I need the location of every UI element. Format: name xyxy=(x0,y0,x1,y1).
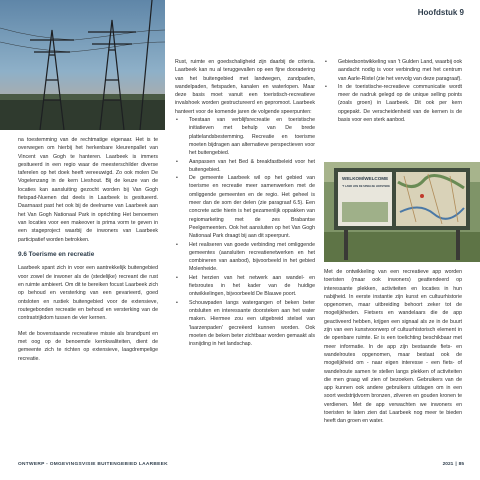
list-item: • Toestaan van verblijfsrecreatie en toeristische initiatieven met behulp van De brede plattelandsbestemming. Recreatie en toerisme moeten bijdragen aan alternatieve perspectieven voor het buitengebied. xyxy=(175,116,315,157)
footer-year: 2021 xyxy=(442,462,454,467)
list-item: • Het herzien van het netwerk aan wandel- en fietsroutes in het kader van de huidige ontwikkelingen, bijvoorbeeld De Blauwe poort. xyxy=(175,274,315,299)
column-middle xyxy=(175,58,315,348)
chapter-title: Hoofdstuk 9 xyxy=(417,8,464,17)
footer-separator: | xyxy=(455,462,457,467)
sign-name: 'T LAND VAN DE SPEELSE HOFSTEDE xyxy=(342,185,390,188)
paragraph: na toestemming van de rechtmatige eigenaar. Het is te overwegen om hierbij het herkenbare kleurenpallet van Vincent van Gogh te hanteren. Laarbeek is immers gesitueerd in een regio waar de meesterschilder diverse taferelen op het doek heeft vereeuwigd. Zo ook molen De Vogelenzang in de kern Lieshout. Bij de keuze van de locaties kan aansluiting gezocht worden bij Van Gogh fietspad-Nuenen dat deels in Laarbeek is gesitueerd. Daarnaast past het ook bij de deelname van Laarbeek aan het Van Gogh Nationaal Park in oprichting Het benoemen van locaties voor een makeover is prima vorm te geven in een stageproject waarbij de inwoners van Laarbeek participatief worden betrokken. xyxy=(18,137,158,243)
bullet-list xyxy=(175,116,315,348)
footer-title: ONTWERP - OMGEVINGSVISIE BUITENGEBIED LAARBEEK xyxy=(18,462,168,467)
column-right-lower xyxy=(324,268,462,433)
list-item: • De gemeente Laarbeek wil op het gebied van toerisme en recreatie meer samenwerken met de omliggende gemeenten en de regio. Het geheel is meer dan de som der delen (zie paragraaf 6.5). Een concrete actie hierin is het gezamenlijk oppakken van regiomarketing met de zes Brabantse Peelgemeenten. Ook het aansluiten op het Van Gogh Nationaal Park draagt bij aan dit speerpunt. xyxy=(175,174,315,240)
list-item: • Schouwpaden langs watergangen of beken beter ontsluiten en interessante doorsteken aan het water maken. Hiermee zou een uitgebreid stelsel van 'laarzenpaden' gecreëerd kunnen worden. Ook moeten de beken beter zichtbaar worden gemaakt als insnijding in het landschap. xyxy=(175,299,315,349)
list-item: • Aanpassen van het Bed & breakfastbeleid voor het buitengebied. xyxy=(175,158,315,175)
bullet-list xyxy=(324,58,462,124)
paragraph: Laarbeek spant zich in voor een aantrekkelijk buitengebied voor zowel de inwoner als de (stedelijke) recreant die rust en ruimte ambieert. Om dit te bereiken focust Laarbeek zich op behoud en versterking van een gevarieerd, goed ontsloten en rustiek buitengebied voor de extensieve, routegebonden recreatie en behoud en versterking van de contrastrijkdom tussen de vier kernen. xyxy=(18,265,158,322)
column-left xyxy=(18,136,158,370)
sign-title: WELKOM/WELCOME xyxy=(342,176,389,181)
photo-welcome-sign xyxy=(324,162,480,262)
list-item: • Het realiseren van goede verbinding met omliggende gemeentes (aansluiten recreatienetwerken en het combineren van aanbod), bijvoorbeeld in het gebied Molenheide. xyxy=(175,241,315,274)
section-heading: 9.6 Toerisme en recreatie xyxy=(18,251,95,259)
paragraph: Rust, ruimte en goedschaligheid zijn daarbij de criteria. Laarbeek kan nu al teruggevallen op een fijne dooradering van het buitengebied met landwegen, zandpaden, wandelpaden, fietspaden, kanalen en waterlopen. Maar deze basis moet vanuit een toeristisch-recreatieve invalshoek worden gestructureerd en gepromoot. Laarbeek hanteert voor de komende jaren de volgende speerpunten: xyxy=(175,59,315,115)
page-number: 85 xyxy=(458,462,464,467)
footer-page xyxy=(443,462,464,467)
column-right xyxy=(324,58,462,124)
photo-power-pylons xyxy=(0,0,165,130)
list-item: • Gebiedsontwikkeling van 't Gulden Land, waarbij ook aandacht nodig is voor verbinding met het centrum van Aarle-Rixtel (zie het vervolg van deze paragraaf). xyxy=(324,58,462,83)
paragraph: Met de ontwikkeling van een recreatieve app worden toeristen (maar ook inwoners) geattendeerd op interessante plekken, activiteiten en locaties in hun nabijheid. In eerste instantie zijn kunst en cultuurhistorie opgenomen, maar uitbreiding behoort zeker tot de mogelijkheden. Fietsers en wandelaars die de app geactiveerd hebben, krijgen een signaal als ze in de buurt zijn van een kunstvoorwerp of cultuurhistorisch element in de openbare ruimte. Er is een toelichting beschikbaar met meer informatie. In de app zijn bestaande fiets- en wandelroutes opgenomen, maar bestaat ook de mogelijkheid om - naar eigen interesse - een fiets- of wandelroute samen te stellen langs plekken of activiteiten die men graag wil zien of bezoeken. Gebruikers van de app kunnen ook andere gebruikers uitdagen om in een soort wedstrijdvorm bronzen, zilveren en gouden kronen te verdienen. Met de app verwachten we inwoners en toeristen te laten zien dat Laarbeek nog meer te bieden heeft dan groen en water. xyxy=(324,269,462,425)
paragraph: Met de bovenstaande recreatieve missie als brandpunt en met oog op de benoemde kernkwaliteiten, dient de gemeente zich te richten op extensieve, laagdrempelige recreatie. xyxy=(18,330,158,362)
list-item: • In de toeristische-recreatieve communicatie wordt meer de nadruk gelegd op de unique selling points (zoals groen) in Laarbeek. Dit ook per kern opgepakt. De verscheidenheid van de kernen is de basis voor een sterk aanbod. xyxy=(324,83,462,124)
